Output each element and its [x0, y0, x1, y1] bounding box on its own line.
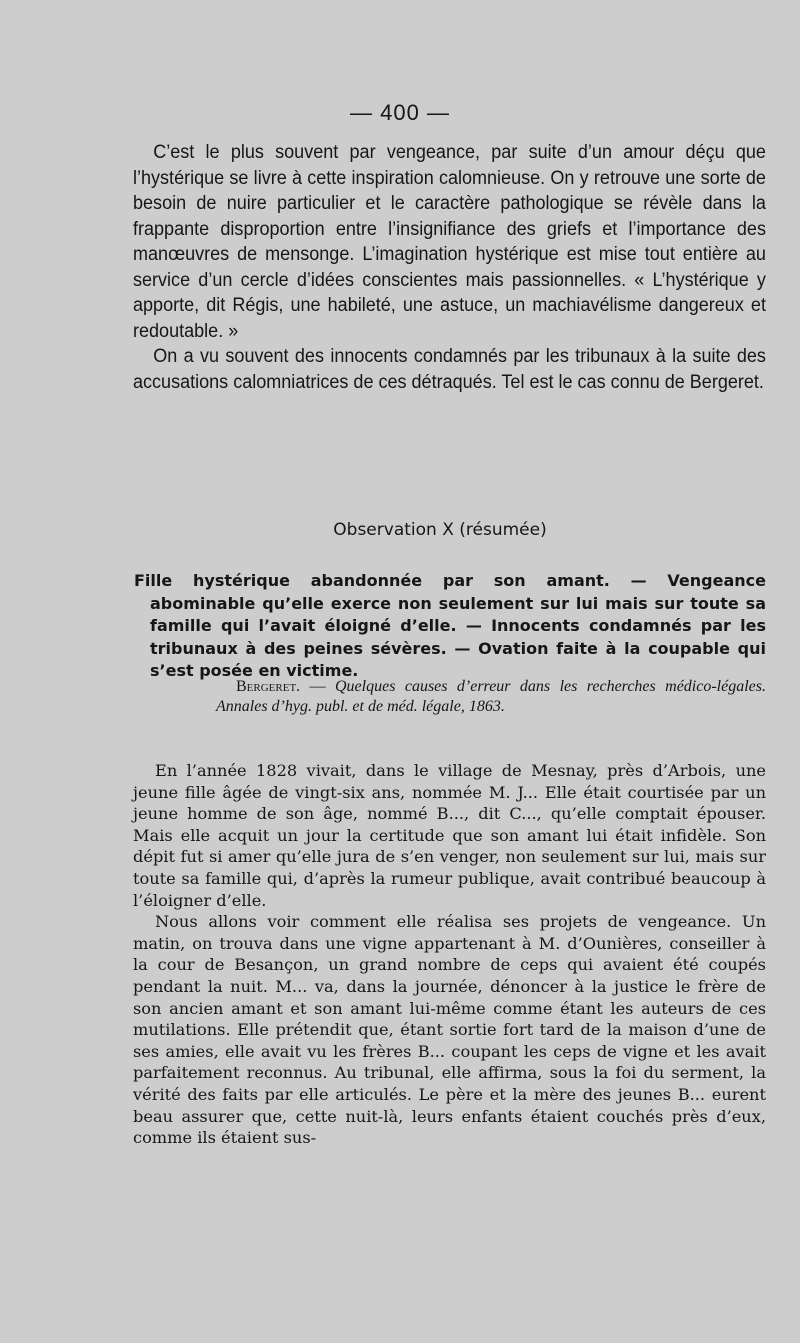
intro-text	[133, 140, 766, 395]
bibliographic-reference	[216, 677, 766, 717]
reference-author: Bergeret.	[236, 678, 301, 695]
intro-paragraph-1: C’est le plus souvent par vengeance, par suite d’un amour déçu que l’hystérique se livre à cette inspiration calomnieuse. On y retrouve une sorte de besoin de nuire particulier et le caractère pathologique se révèle dans la frappante disproportion entre l’insignifiance des griefs et l’importance des manœuvres de mensonge. L’imagination hystérique est mise tout entière au service d’un cercle d’idées conscientes mais passionnelles. « L’hystérique y apporte, dit Régis, une habileté, une astuce, un machiavélisme dangereux et redoutable. »	[133, 141, 766, 342]
page-number: — 400 —	[350, 100, 450, 125]
case-text	[133, 760, 766, 1149]
case-paragraph-2: Nous allons voir comment elle réalisa ses projets de vengeance. Un matin, on trouva dans une vigne appartenant à M. d’Ounières, conseiller à la cour de Besançon, un grand nombre de ceps qui avaient été coupés pendant la nuit. M... va, dans la journée, dénoncer à la justice le frère de son ancien amant et son amant lui-même comme étant les auteurs de ces mutilations. Elle prétendit que, étant sortie fort tard de la maison d’une de ses amies, elle avait vu les frères B... coupant les ceps de vigne et les avait parfaitement reconnus. Au tribunal, elle affirma, sous la foi du serment, la vérité des faits par elle articulés. Le père et la mère des jeunes B... eurent beau assurer que, cette nuit-là, leurs enfants étaient couchés près d’eux, comme ils étaient sus-	[133, 912, 766, 1148]
reference-title: Quelques causes d’erreur dans les recherches médico-légales. Annales d’hyg. publ. et de méd. légale, 1863.	[216, 678, 767, 715]
observation-title: Observation X (résumée)	[333, 520, 547, 540]
reference-separator: —	[300, 678, 335, 695]
intro-paragraph-2: On a vu souvent des innocents condamnés par les tribunaux à la suite des accusations calomniatrices de ces détraqués. Tel est le cas connu de Bergeret.	[133, 345, 766, 393]
case-paragraph-1: En l’année 1828 vivait, dans le village de Mesnay, près d’Arbois, une jeune fille âgée de vingt-six ans, nommée M. J... Elle était courtisée par un jeune homme de son âge, nommé B..., dit C..., qu’elle comptait épouser. Mais elle acquit un jour la certitude que son amant lui était infidèle. Son dépit fut si amer qu’elle jura de s’en venger, non seulement sur lui, mais sur toute sa famille qui, d’après la rumeur publique, avait contribué beaucoup à l’éloigner d’elle.	[133, 761, 766, 910]
observation-summary: Fille hystérique abandonnée par son amant. — Vengeance abominable qu’elle exerce non seulement sur lui mais sur toute sa famille qui l’avait éloigné d’elle. — Innocents condamnés par les tribunaux à des peines sévères. — Ovation faite à la coupable qui s’est posée en victime.	[134, 571, 766, 680]
